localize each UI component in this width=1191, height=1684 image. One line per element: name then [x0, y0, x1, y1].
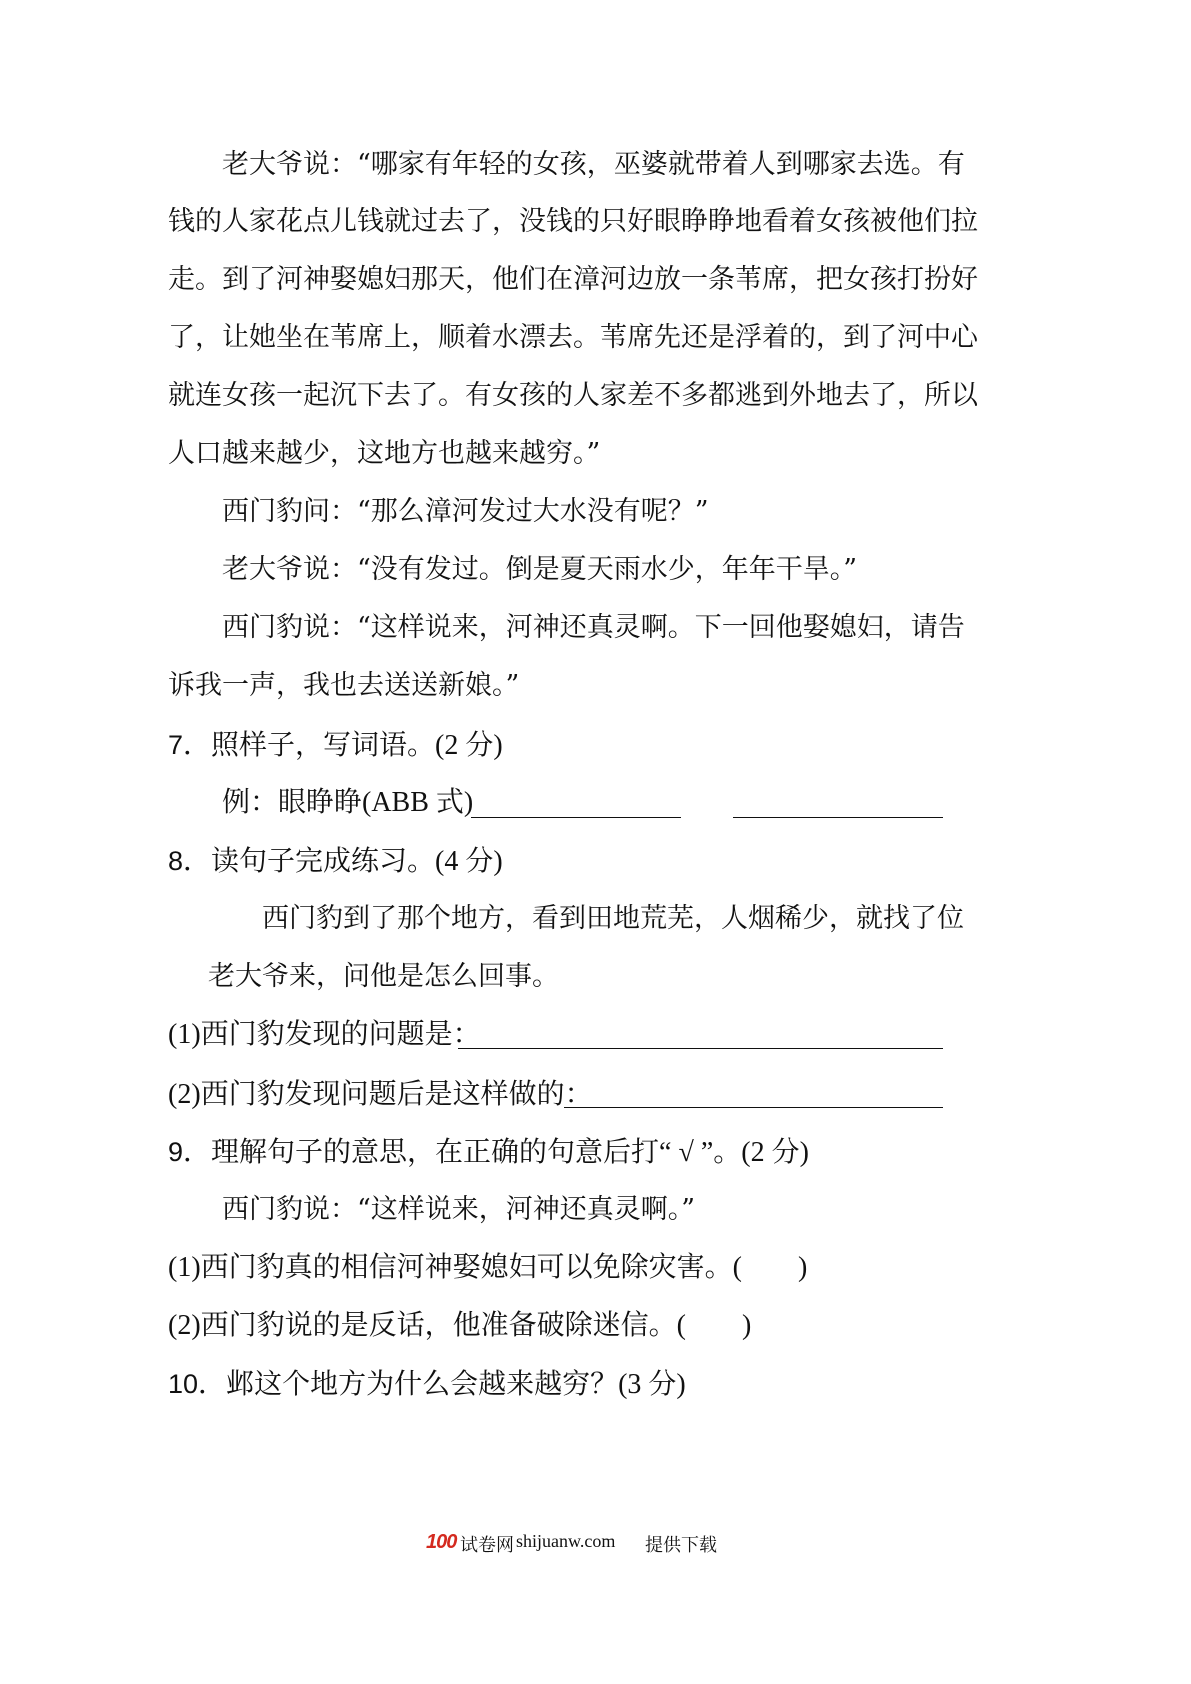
question-text: 读句子完成练习。(4 分) [211, 846, 503, 877]
q7-example: 例：眼睁睁(ABB 式) [222, 787, 474, 818]
question-10 [168, 1367, 686, 1402]
passage-line-10: 诉我一声，我也去送送新娘。” [168, 670, 520, 701]
site-name: 试卷网 [460, 1535, 514, 1555]
passage-line-4: 了，让她坐在苇席上，顺着水漂去。苇席先还是浮着的，到了河中心 [168, 322, 978, 353]
question-dot: ． [183, 846, 212, 877]
q8-sub-question-1: (1)西门豹发现的问题是： [168, 1019, 481, 1050]
question-dot: ． [183, 730, 212, 761]
question-8 [168, 844, 503, 879]
q9-option-1[interactable]: (1)西门豹真的相信河神娶媳妇可以免除灾害。( ) [168, 1252, 808, 1283]
passage-line-3: 走。到了河神娶媳妇那天，他们在漳河边放一条苇席，把女孩打扮好 [168, 264, 978, 295]
question-text: 理解句子的意思，在正确的句意后打“ √ ”。(2 分) [211, 1137, 809, 1168]
passage-line-9: 西门豹说：“这样说来，河神还真灵啊。下一回他娶媳妇，请告 [222, 612, 965, 643]
q9-quote: 西门豹说：“这样说来，河神还真灵啊。” [222, 1194, 696, 1225]
page-footer [0, 1525, 1191, 1559]
question-7 [168, 728, 503, 763]
question-dot: ． [183, 1137, 212, 1168]
q7-answer-blank-2[interactable] [733, 817, 943, 818]
question-text: 照样子，写词语。(2 分) [211, 730, 503, 761]
question-number: 9 [168, 1137, 184, 1167]
question-number: 7 [168, 730, 184, 760]
passage-line-1: 老大爷说：“哪家有年轻的女孩，巫婆就带着人到哪家去选。有 [222, 149, 965, 180]
q8-answer-blank-1[interactable] [458, 1048, 943, 1049]
q8-quote-line-1: 西门豹到了那个地方，看到田地荒芜，人烟稀少，就找了位 [262, 903, 964, 934]
footer-tagline: 提供下载 [645, 1535, 717, 1555]
q7-answer-blank-1[interactable] [471, 817, 681, 818]
passage-line-6: 人口越来越少，这地方也越来越穷。” [168, 438, 601, 469]
question-dot: ． [198, 1369, 227, 1400]
passage-line-8: 老大爷说：“没有发过。倒是夏天雨水少，年年干旱。” [222, 554, 858, 585]
passage-line-7: 西门豹问：“那么漳河发过大水没有呢？” [222, 496, 709, 527]
q8-sub-question-2: (2)西门豹发现问题后是这样做的： [168, 1079, 593, 1110]
question-9 [168, 1135, 809, 1170]
question-number: 8 [168, 846, 184, 876]
question-text: 邺这个地方为什么会越来越穷？(3 分) [226, 1369, 686, 1400]
passage-line-2: 钱的人家花点儿钱就过去了，没钱的只好眼睁睁地看着女孩被他们拉 [168, 206, 978, 237]
site-domain-link[interactable]: shijuanw.com [516, 1531, 616, 1551]
question-number: 10 [168, 1369, 199, 1399]
q8-quote-line-2: 老大爷来，问他是怎么回事。 [208, 961, 559, 992]
q8-answer-blank-2[interactable] [564, 1107, 943, 1108]
passage-line-5: 就连女孩一起沉下去了。有女孩的人家差不多都逃到外地去了，所以 [168, 380, 978, 411]
site-logo-mark: 100 [426, 1531, 457, 1553]
q9-option-2[interactable]: (2)西门豹说的是反话，他准备破除迷信。( ) [168, 1310, 752, 1341]
